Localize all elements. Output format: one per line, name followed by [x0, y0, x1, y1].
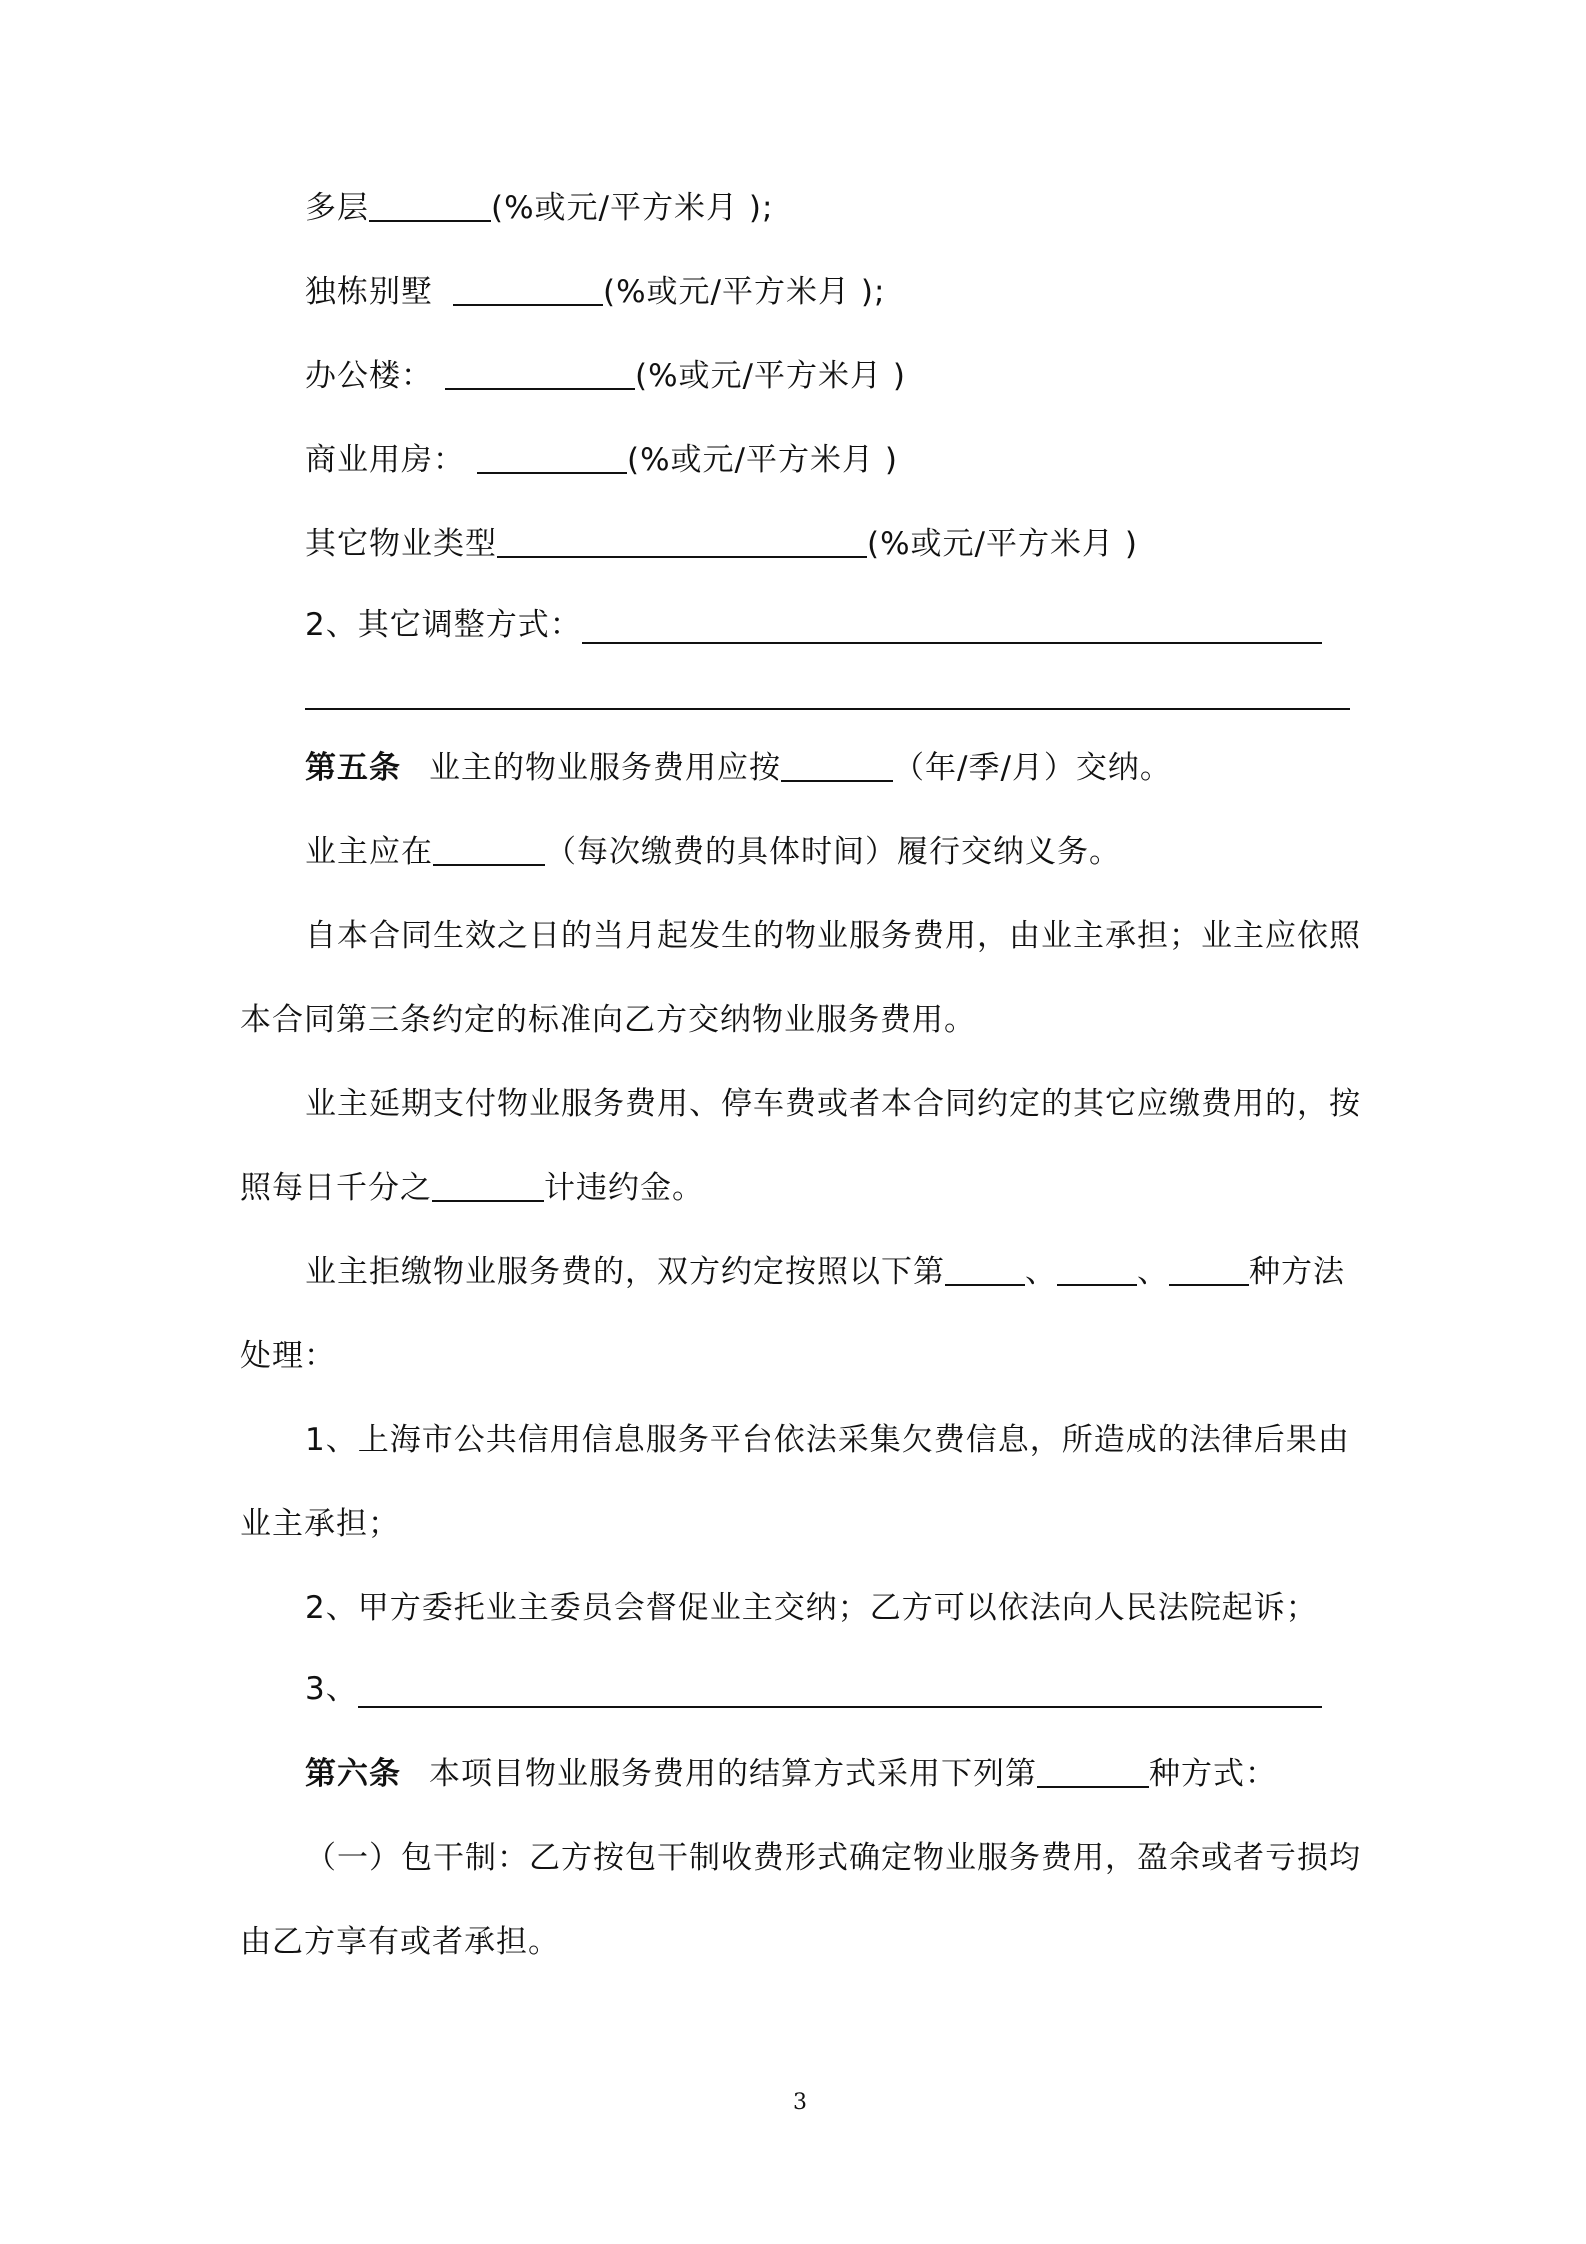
rate-unit: (%或元/平方米月 ); — [603, 274, 886, 310]
text: 业主应在 — [305, 834, 433, 870]
rate-label: 商业用房： — [305, 442, 465, 478]
fill-blank[interactable] — [945, 1252, 1025, 1286]
other-adjustment-label: 2、其它调整方式： — [305, 607, 582, 643]
article5-para3-line2 — [240, 1000, 976, 1040]
text: 种方法 — [1249, 1254, 1345, 1290]
rate-line-multi-story — [305, 188, 773, 228]
rate-line-villa — [305, 272, 885, 312]
text: 计违约金。 — [544, 1170, 704, 1206]
rate-unit: (%或元/平方米月 ); — [491, 190, 774, 226]
article5-para4-line1 — [305, 1084, 1361, 1124]
article6-para2-line1 — [305, 1838, 1361, 1878]
article6-para2-line2 — [240, 1922, 560, 1962]
fill-blank[interactable] — [432, 1168, 544, 1202]
text: 2、甲方委托业主委员会督促业主交纳；乙方可以依法向人民法院起诉； — [305, 1590, 1318, 1626]
page-number: 3 — [793, 2090, 807, 2115]
rate-label: 其它物业类型 — [305, 526, 497, 562]
other-adjustment-blank[interactable] — [582, 642, 1322, 644]
article5-item3 — [305, 1669, 358, 1709]
article5-para2 — [305, 832, 1121, 872]
item3-blank[interactable] — [358, 1706, 1322, 1708]
article5-item1-line1 — [305, 1420, 1350, 1460]
fill-blank[interactable] — [1037, 1754, 1149, 1788]
rate-line-other — [305, 524, 1138, 564]
fill-blank[interactable] — [369, 188, 491, 222]
rate-unit: (%或元/平方米月 ) — [635, 358, 906, 394]
article6-line1 — [305, 1754, 1277, 1794]
rate-label: 多层 — [305, 190, 369, 226]
text: （一）包干制：乙方按包干制收费形式确定物业服务费用，盈余或者亏损均 — [305, 1840, 1361, 1876]
article5-text-a: 业主的物业服务费用应按 — [429, 750, 781, 786]
article5-item2 — [305, 1588, 1318, 1628]
text: 本合同第三条约定的标准向乙方交纳物业服务费用。 — [240, 1002, 976, 1038]
fill-blank[interactable] — [453, 272, 603, 306]
article5-para4-line2 — [240, 1168, 704, 1208]
article5-para3-line1 — [305, 916, 1361, 956]
text: 业主延期支付物业服务费用、停车费或者本合同约定的其它应缴费用的，按 — [305, 1086, 1361, 1122]
article5-para5-line1 — [305, 1252, 1345, 1292]
fill-blank[interactable] — [433, 832, 545, 866]
text: （每次缴费的具体时间）履行交纳义务。 — [545, 834, 1121, 870]
text: 处理： — [240, 1338, 336, 1374]
text: 业主承担； — [240, 1506, 400, 1542]
text: 1、上海市公共信用信息服务平台依法采集欠费信息，所造成的法律后果由 — [305, 1422, 1350, 1458]
fill-blank[interactable] — [781, 748, 893, 782]
rate-label: 独栋别墅 — [305, 274, 433, 310]
article6-heading: 第六条 — [305, 1756, 401, 1792]
text: 由乙方享有或者承担。 — [240, 1924, 560, 1960]
text: 业主拒缴物业服务费的，双方约定按照以下第 — [305, 1254, 945, 1290]
fill-blank[interactable] — [445, 356, 635, 390]
article5-item1-line2 — [240, 1504, 400, 1544]
fill-blank[interactable] — [477, 440, 627, 474]
rate-line-office — [305, 356, 906, 396]
text: 照每日千分之 — [240, 1170, 432, 1206]
rate-unit: (%或元/平方米月 ) — [867, 526, 1138, 562]
article5-heading: 第五条 — [305, 750, 401, 786]
separator: 、 — [1137, 1254, 1169, 1290]
article5-line1 — [305, 748, 1172, 788]
text: 本项目物业服务费用的结算方式采用下列第 — [429, 1756, 1037, 1792]
rate-unit: (%或元/平方米月 ) — [627, 442, 898, 478]
fill-blank[interactable] — [1057, 1252, 1137, 1286]
fill-blank[interactable] — [497, 524, 867, 558]
other-adjustment-line — [305, 605, 582, 645]
continuation-blank[interactable] — [305, 708, 1350, 710]
rate-line-commercial — [305, 440, 898, 480]
separator: 、 — [1025, 1254, 1057, 1290]
text: 种方式： — [1149, 1756, 1277, 1792]
article5-para5-line2 — [240, 1336, 336, 1376]
rate-label: 办公楼： — [305, 358, 433, 394]
text: 3、 — [305, 1671, 358, 1707]
text: 自本合同生效之日的当月起发生的物业服务费用，由业主承担；业主应依照 — [305, 918, 1361, 954]
fill-blank[interactable] — [1169, 1252, 1249, 1286]
article5-text-b: （年/季/月）交纳。 — [893, 750, 1172, 786]
